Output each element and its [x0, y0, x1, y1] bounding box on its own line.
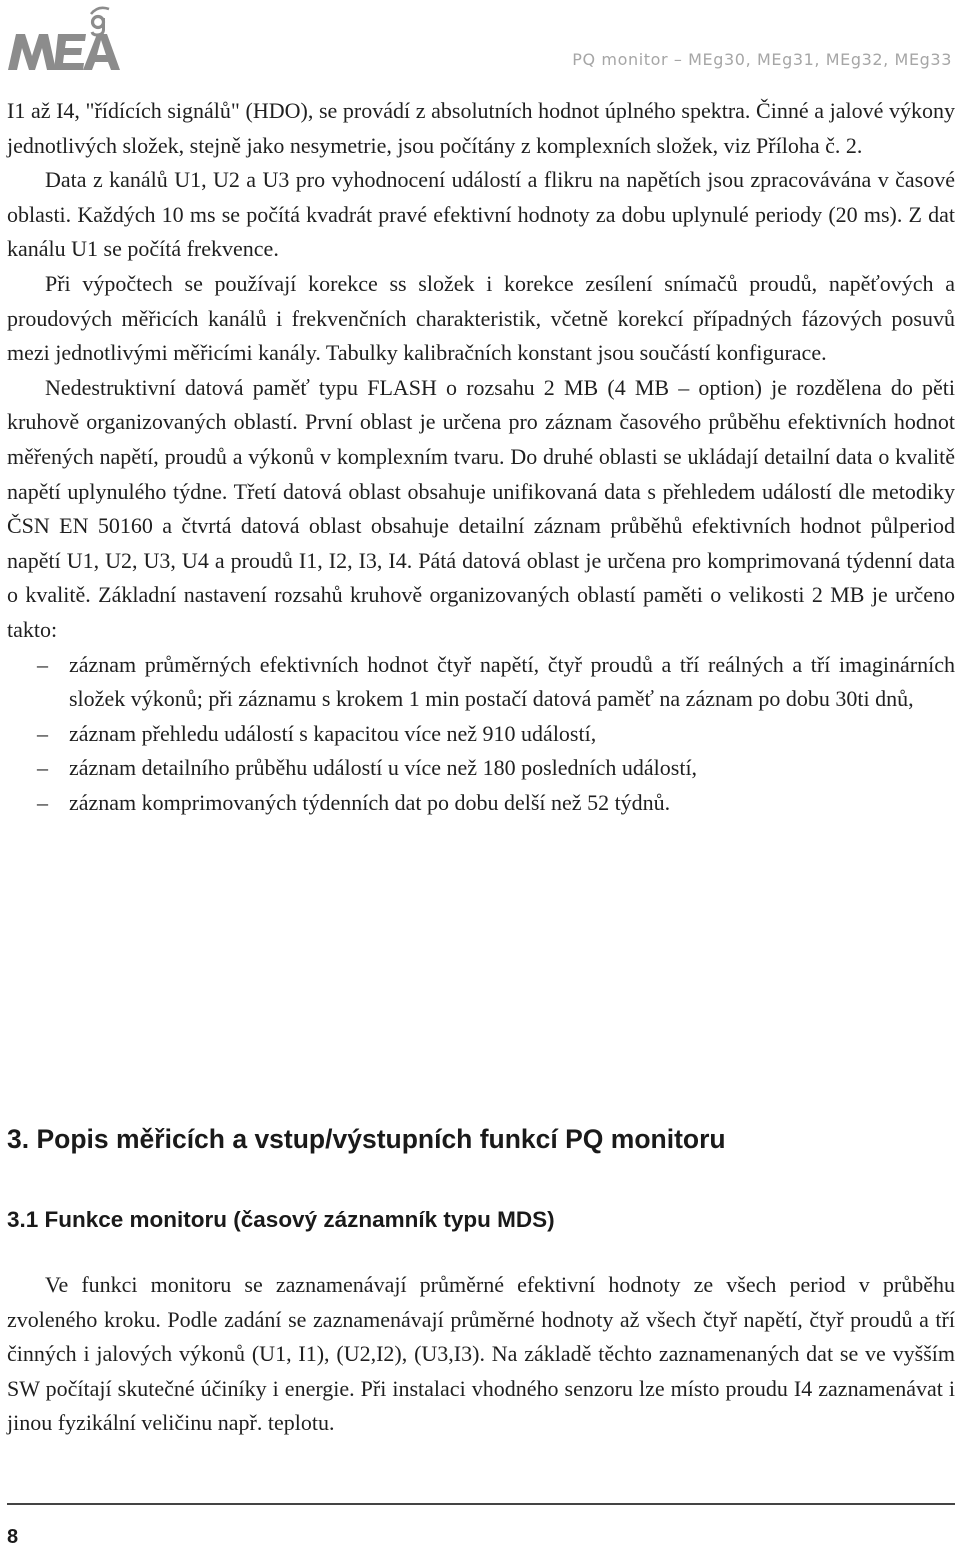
document-title: PQ monitor – MEg30, MEg31, MEg32, MEg33: [572, 50, 952, 69]
list-item: – záznam přehledu událostí s kapacitou více než 910 událostí,: [7, 717, 955, 752]
list-item: – záznam detailního průběhu událostí u více než 180 posledních událostí,: [7, 751, 955, 786]
footer-divider: [7, 1503, 955, 1505]
paragraph-spectrum: I1 až I4, "řídících signálů" (HDO), se provádí z absolutních hodnot úplného spektra. Činné a jalové výkony jednotlivých složek, stejně jako nesymetrie, jsou počítány z komplexních složek, viz Příloha č. 2.: [7, 98, 955, 158]
dash-marker: –: [37, 720, 48, 746]
mega-logo: [6, 4, 131, 76]
subsection-heading: 3.1 Funkce monitoru (časový záznamník typu MDS): [7, 1207, 555, 1232]
paragraph-flash-memory: Nedestruktivní datová paměť typu FLASH o rozsahu 2 MB (4 MB – option) je rozdělena do pěti kruhově organizovaných oblastí. První oblast je určena pro záznam časového průběhu efektivních hodnot měřených napětí, proudů a výkonů v komplexním tvaru. Do druhé oblasti se ukládají detailní data o kvalitě napětí uplynulého týdne. Třetí datová oblast obsahuje unifikovaná data s přehledem událostí dle metodiky ČSN EN 50160 a čtvrtá datová oblast obsahuje detailní záznam průběhů efektivních hodnot půlperiod napětí U1, U2, U3, U4 a proudů I1, I2, I3, I4. Pátá datová oblast je určena pro komprimovaná týdenní data o kvalitě. Základní nastavení rozsahů kruhově organizovaných oblastí paměti o velikosti 2 MB je určeno takto:: [7, 374, 955, 642]
dash-marker: –: [37, 789, 48, 815]
paragraph-monitor-function: Ve funkci monitoru se zaznamenávají průměrné efektivní hodnoty ze všech period v průběhu zvoleného kroku. Podle zadání se zaznamenávají průměrné hodnoty až všech čtyř napětí, čtyř proudů a tří činných i jalových výkonů (U1, I1), (U2,I2), (U3,I3). Na základě těchto zaznamenaných dat se ve vyšším SW počítají skutečné účiníky i energie. Při instalaci vhodného senzoru lze místo proudu I4 zaznamenávat i jinou fyzikální veličinu např. teplotu.: [7, 1272, 955, 1436]
list-item: – záznam průměrných efektivních hodnot čtyř napětí, čtyř proudů a tří reálných a tří imaginárních složek výkonů; při záznamu s krokem 1 min postačí datová paměť na záznam po dobu 30ti dnů,: [7, 648, 955, 717]
paragraph-voltage-channels: Data z kanálů U1, U2 a U3 pro vyhodnocení událostí a flikru na napětích jsou zpracovávána v časové oblasti. Každých 10 ms se počítá kvadrát pravé efektivní hodnoty za dobu uplynulé periody (20 ms). Z dat kanálu U1 se počítá frekvence.: [7, 167, 955, 262]
page-header: [0, 0, 960, 90]
paragraph-corrections: Při výpočtech se používají korekce ss složek i korekce zesílení snímačů proudů, napěťových a proudových měřicích kanálů i frekvenčních charakteristik, včetně korekcí případných fázových posuvů mezi jednotlivými měřicími kanály. Tabulky kalibračních konstant jsou součástí konfigurace.: [7, 270, 955, 366]
list-item: – záznam komprimovaných týdenních dat po dobu delší než 52 týdnů.: [7, 786, 955, 821]
dash-marker: –: [37, 755, 48, 781]
section-heading: 3. Popis měřicích a vstup/výstupních funkcí PQ monitoru: [7, 1124, 726, 1154]
subsection-body: [7, 1268, 955, 1441]
memory-allocation-list: [7, 648, 955, 821]
dash-marker: –: [37, 651, 48, 677]
page-number: 8: [7, 1526, 19, 1548]
body-text: [7, 94, 955, 820]
